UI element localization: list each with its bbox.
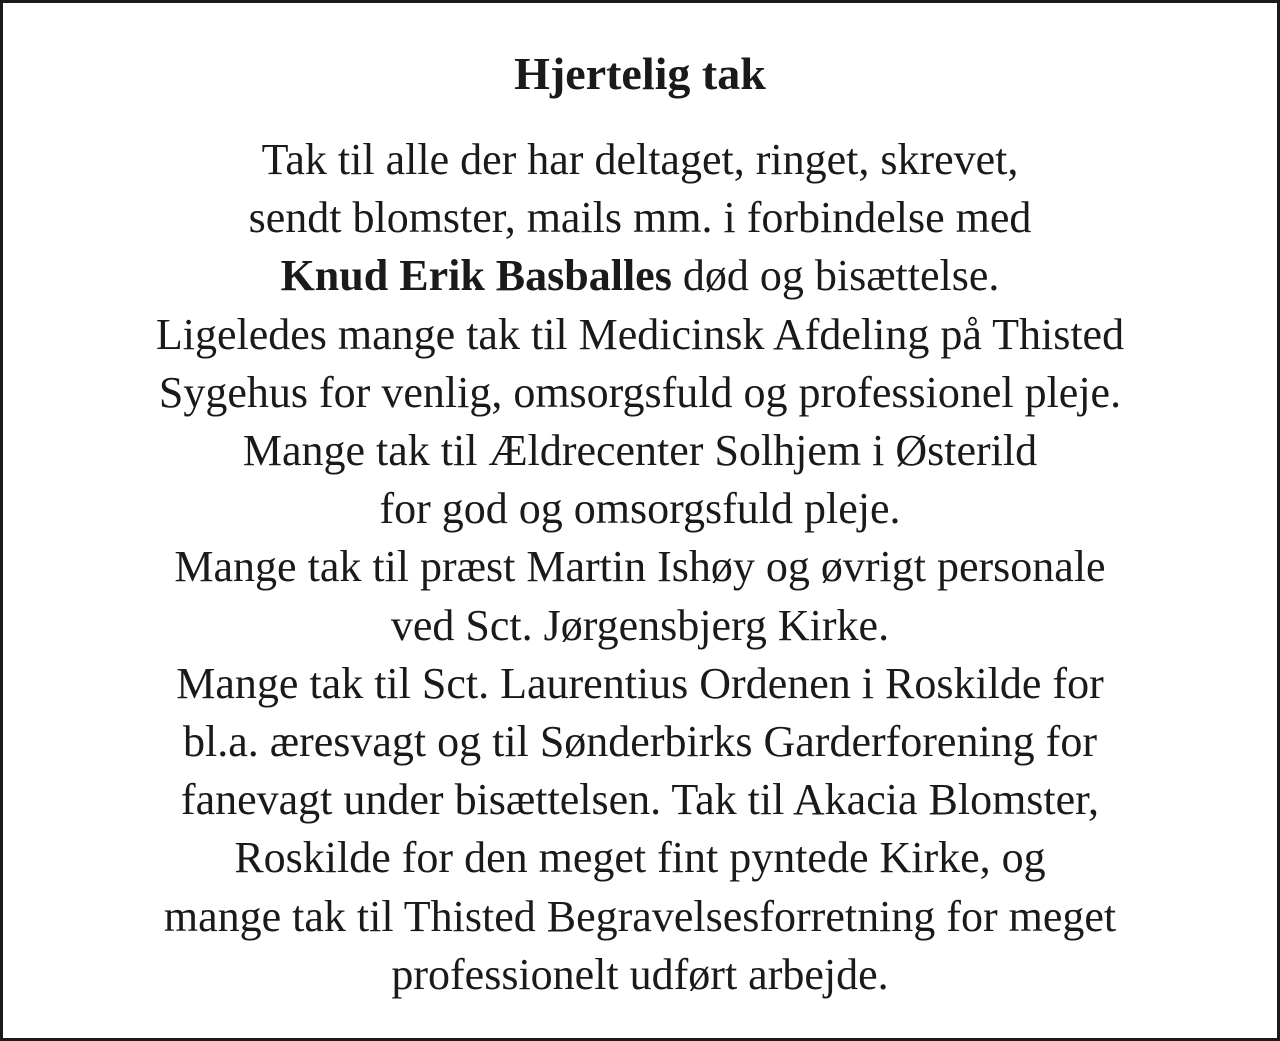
notice-title: Hjertelig tak	[514, 48, 766, 99]
notice-line: Tak til alle der har deltaget, ringet, skrevet,	[261, 135, 1019, 184]
notice-line: Mange tak til Ældrecenter Solhjem i Østerild	[242, 426, 1038, 476]
notice-line: sendt blomster, mails mm. i forbindelse med	[248, 193, 1032, 243]
deceased-name: Knud Erik Basballes	[280, 251, 672, 301]
notice-line: Sygehus for venlig, omsorgsfuld og professionel pleje.	[158, 367, 1122, 417]
notice-line: Ligeledes mange tak til Medicinsk Afdeling på Thisted	[155, 309, 1125, 359]
notice-line: ved Sct. Jørgensbjerg Kirke.	[390, 600, 890, 650]
notice-line: Roskilde for den meget fint pyntede Kirke, og	[234, 833, 1046, 883]
notice-line: Mange tak til Sct. Laurentius Ordenen i Roskilde for	[176, 658, 1104, 708]
notice-line: for god og omsorgsfuld pleje.	[379, 484, 901, 534]
notice-line: mange tak til Thisted Begravelsesforretning for meget	[163, 891, 1117, 941]
notice-line: Mange tak til præst Martin Ishøy og øvrigt personale	[174, 542, 1106, 592]
notice-line: bl.a. æresvagt og til Sønderbirks Garderforening for	[183, 717, 1097, 767]
notice-line: professionelt udført arbejde.	[391, 949, 889, 999]
notice-line-deceased	[3, 247, 1277, 305]
notice-body	[3, 131, 1277, 1004]
notice-line: fanevagt under bisættelsen. Tak til Akacia Blomster,	[180, 775, 1100, 825]
notice-line-rest: død og bisættelse.	[671, 251, 1000, 301]
